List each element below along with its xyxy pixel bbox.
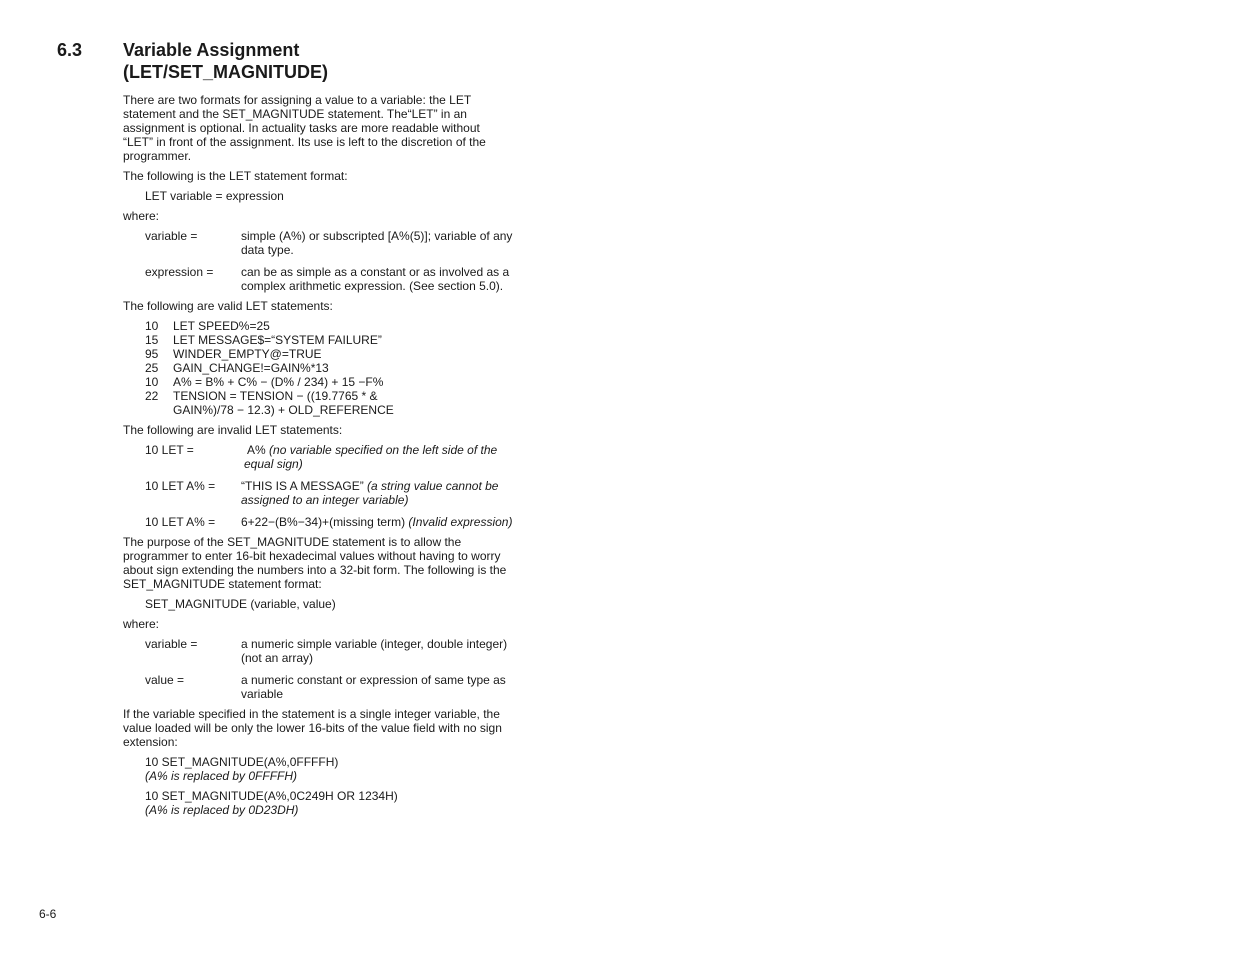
line-code: LET MESSAGE$=“SYSTEM FAILURE” (173, 333, 382, 347)
definition-text: a numeric constant or expression of same type as variable (241, 673, 506, 701)
definition-row (145, 673, 513, 701)
line-number: 15 (145, 333, 159, 347)
invalid-note: (no variable specified on the left side of the equal sign) (244, 443, 498, 471)
invalid-code: 6+22−(B%−34)+(missing term) (241, 515, 406, 529)
invalid-text (241, 515, 513, 529)
section-number: 6.3 (57, 40, 83, 60)
definition-text: can be as simple as a constant or as involved as a complex arithmetic expression. (See section 5.0). (241, 265, 510, 293)
definition-row (145, 637, 513, 665)
section-title-line2: (LET/SET_MAGNITUDE) (123, 62, 328, 82)
invalid-code: “THIS IS A MESSAGE” (241, 479, 364, 493)
line-code: TENSION = TENSION − ((19.7765 * & (173, 389, 378, 403)
setmag-format: SET_MAGNITUDE (variable, value) (145, 597, 336, 611)
invalid-row (145, 515, 513, 529)
code-line (145, 375, 513, 389)
setmag-explanation: If the variable specified in the statement is a single integer variable, the value loaded will be only the lower 16-bits of the value field with no sign extension: (123, 707, 502, 749)
example-note: (A% is replaced by 0D23DH) (145, 803, 299, 817)
setmag-paragraph: The purpose of the SET_MAGNITUDE statement is to allow the programmer to enter 16-bit hexadecimal values without having to worry about sign extending the numbers into a 32-bit form. The following is the SET_MAGNITUDE statement format: (123, 535, 507, 591)
invalid-statements (145, 443, 513, 529)
code-line (145, 389, 513, 403)
invalid-heading: The following are invalid LET statements: (123, 423, 343, 437)
line-code: LET SPEED%=25 (173, 319, 270, 333)
setmag-definitions (145, 637, 513, 701)
code-line (145, 333, 513, 347)
line-number: 22 (145, 389, 159, 403)
section-title-line1: Variable Assignment (123, 40, 300, 60)
page-number: 6-6 (39, 907, 57, 921)
code-line (145, 361, 513, 375)
example-note: (A% is replaced by 0FFFFH) (145, 769, 298, 783)
invalid-code: A% (247, 443, 266, 457)
line-code: GAIN_CHANGE!=GAIN%*13 (173, 361, 329, 375)
definition-term: expression = (145, 265, 214, 279)
line-number: 10 (145, 375, 159, 389)
invalid-row (145, 443, 513, 471)
line-code: A% = B% + C% − (D% / 234) + 15 −F% (173, 375, 384, 389)
invalid-term: 10 LET A% = (145, 515, 216, 529)
definition-row (145, 229, 513, 257)
where-label: where: (123, 209, 160, 223)
where-label: where: (123, 617, 160, 631)
invalid-text (241, 443, 513, 471)
setmag-example (145, 789, 513, 817)
example-code: 10 SET_MAGNITUDE(A%,0FFFFH) (145, 755, 339, 769)
definition-term: variable = (145, 229, 198, 243)
invalid-note: (a string value cannot be assigned to an integer variable) (241, 479, 499, 507)
invalid-text (241, 479, 513, 507)
definition-term: value = (145, 673, 185, 687)
intro-paragraph: There are two formats for assigning a value to a variable: the LET statement and the SET_MAGNITUDE statement. The“LET” in an assignment is optional. In actuality tasks are more readable without “LET” in front of the assignment. Its use is left to the discretion of the programmer. (123, 93, 486, 163)
definition-text: simple (A%) or subscripted [A%(5)]; variable of any data type. (241, 229, 513, 257)
invalid-note: (Invalid expression) (408, 515, 513, 529)
example-code: 10 SET_MAGNITUDE(A%,0C249H OR 1234H) (145, 789, 398, 803)
valid-heading: The following are valid LET statements: (123, 299, 333, 313)
line-number: 25 (145, 361, 159, 375)
definition-term: variable = (145, 637, 198, 651)
definition-text: a numeric simple variable (integer, double integer) (not an array) (241, 637, 508, 665)
let-format-lead: The following is the LET statement format: (123, 169, 348, 183)
definition-row (145, 265, 513, 293)
body-column (123, 93, 513, 823)
valid-statements (145, 319, 513, 417)
section-title (123, 39, 328, 83)
code-line (145, 319, 513, 333)
setmag-example (145, 755, 513, 783)
line-number: 95 (145, 347, 159, 361)
invalid-term: 10 LET = (145, 443, 194, 457)
let-format: LET variable = expression (145, 189, 284, 203)
let-definitions (145, 229, 513, 293)
line-number: 10 (145, 319, 159, 333)
line-code: WINDER_EMPTY@=TRUE (173, 347, 322, 361)
invalid-term: 10 LET A% = (145, 479, 216, 493)
code-line (145, 347, 513, 361)
invalid-row (145, 479, 513, 507)
code-line-continuation: GAIN%)/78 − 12.3) + OLD_REFERENCE (173, 403, 394, 417)
